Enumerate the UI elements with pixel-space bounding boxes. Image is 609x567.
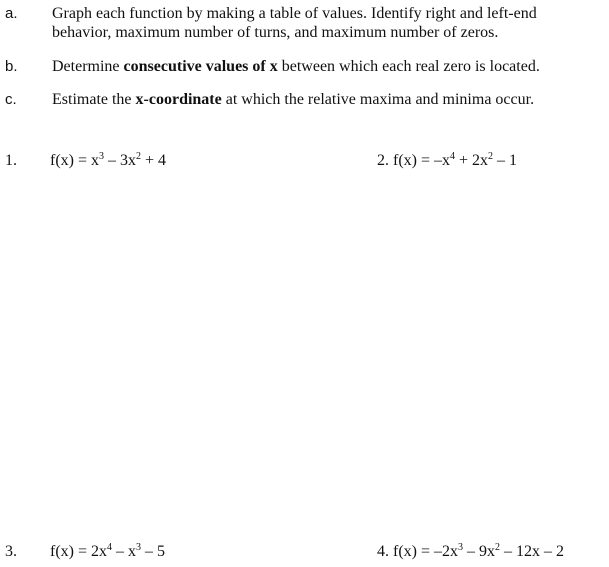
problem-4-part: f(x) = –2x [393,543,459,560]
instruction-c-text [52,89,534,110]
problem-3-part: – 5 [141,543,166,560]
problem-1-part: – 3x [104,152,137,169]
problem-1-part: + 4 [141,152,167,169]
instruction-c-pre: Estimate the [52,91,136,108]
problem-1-exponent: 3 [99,151,105,162]
problem-3-number: 3. [5,543,17,560]
problem-4-part: – 12x – 2 [500,543,565,560]
problem-3-part: f(x) = 2x [50,543,108,560]
problem-1-exponent: 2 [136,151,142,162]
problem-4-number: 4. [377,543,389,560]
problem-1-part: f(x) = x [50,152,100,169]
problem-4-exponent: 2 [495,542,501,553]
instruction-c-bold: x-coordinate [135,91,222,108]
problem-4 [377,542,564,562]
problem-2-exponent: 4 [450,151,456,162]
problem-3-part: – x [112,543,137,560]
instruction-b-marker: b. [5,58,18,75]
instruction-b-bold: consecutive values of x [123,58,278,75]
instruction-a-marker: a. [5,5,18,22]
problem-2-part: + 2x [455,152,489,169]
instruction-c-post: at which the relative maxima and minima occur. [221,91,535,108]
problem-2-part: – 1 [493,152,518,169]
problem-2-part: f(x) = –x [393,152,451,169]
problem-1-number: 1. [5,152,17,169]
instruction-a-line2: behavior, maximum number of turns, and maximum number of zeros. [52,24,499,41]
problem-2-exponent: 2 [488,151,494,162]
problem-3-function [50,542,165,562]
instruction-b-post: between which each real zero is located. [277,58,540,75]
problem-4-exponent: 3 [458,542,464,553]
problem-3-exponent: 3 [136,542,142,553]
problem-2 [377,151,517,171]
instruction-b-text [52,56,540,77]
problem-2-number: 2. [377,152,389,169]
instruction-c-marker: c. [5,91,17,108]
instruction-a-line1: Graph each function by making a table of values. Identify right and left-end [52,5,537,22]
problem-1-function [50,151,166,171]
problem-4-part: – 9x [463,543,496,560]
problem-3-exponent: 4 [107,542,113,553]
instruction-b-pre: Determine [52,58,124,75]
